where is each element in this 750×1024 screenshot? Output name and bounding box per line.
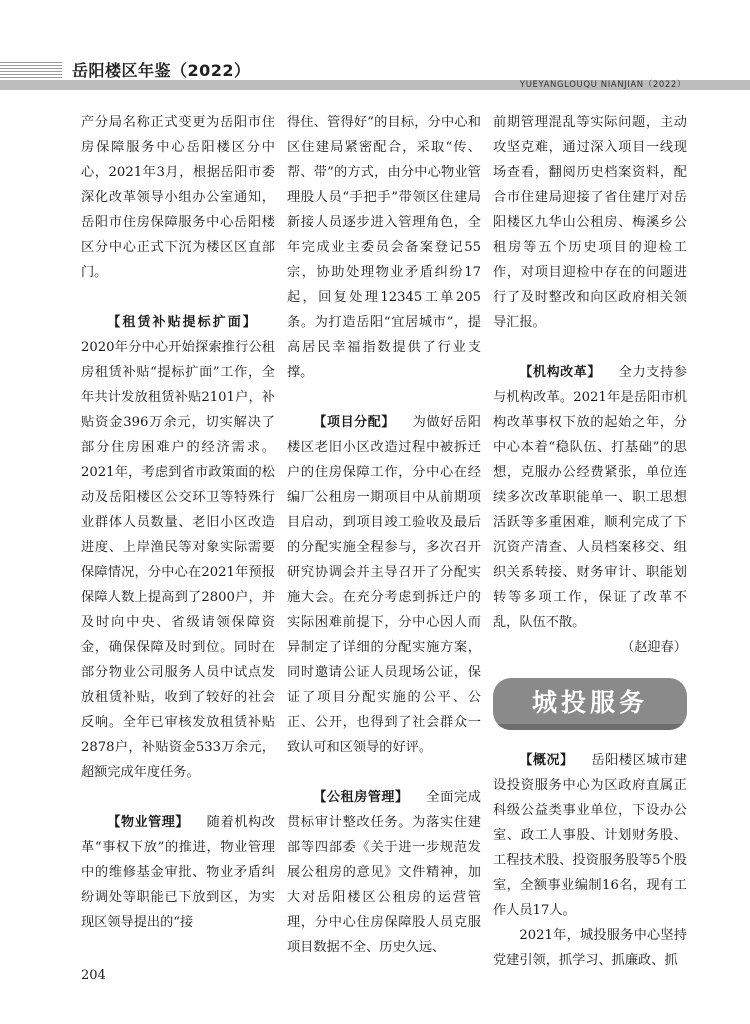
section-title-banner — [493, 678, 687, 730]
text-column-3 — [493, 110, 687, 973]
paragraph: 2021年，城投服务中心坚持党建引领，抓学习、抓廉政、抓 — [493, 928, 687, 968]
entry-public-rental-management — [287, 785, 481, 960]
entry-text: 全面完成贯标审计整改任务。为落实住建部等四部委《关于进一步规范发展公租房的意见》文件精神，加大对岳阳楼区公租房的运营管理，分中心住房保障股人员克服项目数据不全、历史久远、 — [287, 790, 481, 955]
entry-text: 全力支持参与机构改革。2021年是岳阳市机构改革事权下放的起始之年，分中心本着“稳队伍、打基础”的思想，克服办公经费紧张，单位连续多次改革职能单一、职工思想活跃等多重困难，顺利完成了下沉资产清查、人员档案移交、组织关系转接、财务审计、职能划转等多项工作，保证了改革不乱，队伍不散。 — [493, 365, 687, 630]
entry-heading: 【公租房管理】 — [313, 790, 409, 805]
entry-rental-subsidy — [81, 310, 275, 785]
running-header-title: 岳阳楼区年鉴（2022） — [72, 61, 251, 80]
entry-heading: 【机构改革】 — [519, 365, 601, 380]
page-number: 204 — [81, 968, 106, 983]
entry-property-management — [81, 810, 275, 935]
text-column-2 — [287, 110, 481, 960]
paragraph-continued: 前期管理混乱等实际问题，主动攻坚克难，通过深入项目一线现场查看，翻阅历史档案资料，配合市住建局迎接了省住建厅对岳阳楼区九华山公租房、梅溪乡公租房等五个历史项目的迎检工作，对项目迎检中存在的问题进行了及时整改和向区政府相关领导汇报。 — [493, 115, 687, 330]
entry-institutional-reform — [493, 360, 687, 635]
running-header-subtitle: YUEYANGLOUQU NIANJIAN（2022） — [519, 80, 686, 90]
section-title: 城投服务 — [531, 688, 648, 717]
author-credit: （赵迎春） — [621, 640, 687, 655]
entry-text: 为做好岳阳楼区老旧小区改造过程中被拆迁户的住房保障工作，分中心在经编厂公租房一期项目中从前期项目启动，到项目竣工验收及最后的分配实施全程参与，多次召开研究协调会并主导召开了分配实施大会。在充分考虑到拆迁户的实际困难前提下，分中心因人而异制定了详细的分配实施方案，同时邀请公证人员现场公证，保证了项目分配实施的公平、公正、公开，也得到了社会群众一致认可和区领导的好评。 — [287, 415, 481, 755]
entry-project-allocation — [287, 410, 481, 760]
entry-overview — [493, 748, 687, 923]
entry-heading: 【项目分配】 — [313, 415, 395, 430]
paragraph-continued: 产分局名称正式变更为岳阳市住房保障服务中心岳阳楼区分中心，2021年3月，根据岳阳市委深化改革领导小组办公室通知，岳阳市住房保障服务中心岳阳楼区分中心正式下沉为楼区区直部门。 — [81, 115, 275, 280]
entry-text: 随着机构改革“事权下放”的推进，物业管理中的维修基金审批、物业矛盾纠纷调处等职能已下放到区，为实现区领导提出的“接 — [81, 815, 275, 930]
entry-text: 岳阳楼区城市建设投资服务中心为区政府直属正科级公益类事业单位，下设办公室、政工人事股、计划财务股、工程技术股、投资服务股等5个股室，全额事业编制16名，现有工作人员17人。 — [493, 753, 687, 918]
entry-heading: 【租赁补贴提标扩面】 — [107, 315, 258, 330]
entry-text: 2020年分中心开始探索推行公租房租赁补贴“提标扩面”工作，全年共计发放租赁补贴2101户，补贴资金396万余元，切实解决了部分住房困难户的经济需求。2021年，考虑到省市政策面的松动及岳阳楼区公交环卫等特殊行业群体人员数量、老旧小区改造进度、上岸渔民等对象实际需要保障情况，分中心在2021年预报保障人数上提高到了2800户，并及时向中央、省级请领保障资金，确保保障及时到位。同时在部分物业公司服务人员中试点发放租赁补贴，收到了较好的社会反响。全年已审核发放租赁补贴2878户，补贴资金533万余元，超额完成年度任务。 — [81, 340, 275, 780]
entry-heading: 【物业管理】 — [107, 815, 189, 830]
text-column-1 — [81, 110, 275, 935]
entry-heading: 【概况】 — [519, 753, 574, 768]
paragraph-continued: 得住、管得好”的目标，分中心和区住建局紧密配合，采取“传、帮、带”的方式，由分中心物业管理股人员“手把手”带领区住建局新接人员逐步进入管理角色，全年完成业主委员会备案登记55宗，协助处理物业矛盾纠纷17起，回复处理12345工单205条。为打造岳阳“宜居城市”，提高居民幸福指数提供了行业支撑。 — [287, 115, 481, 380]
